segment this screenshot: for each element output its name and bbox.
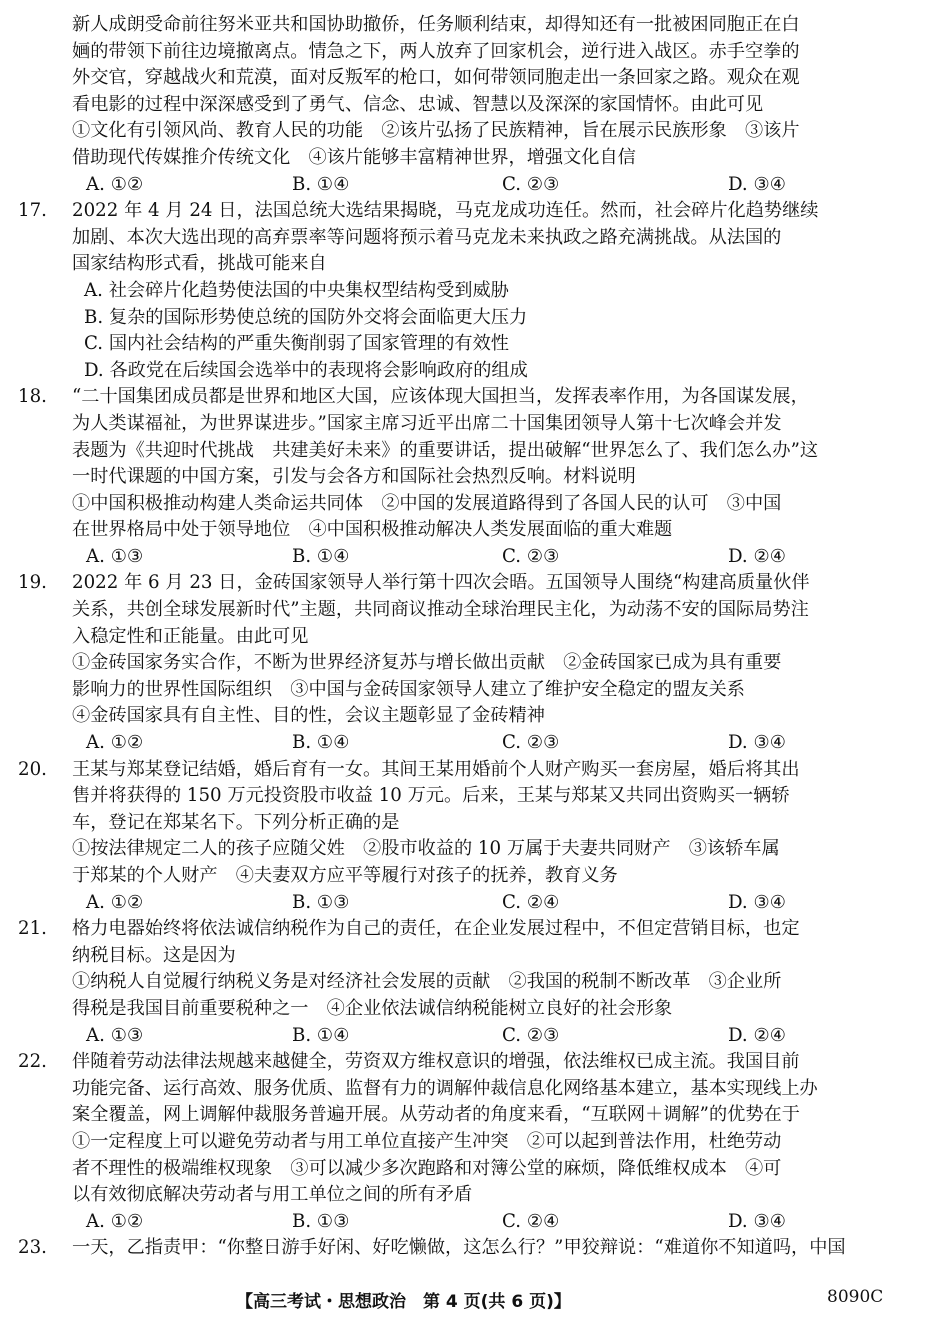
question-text-line: 关系，共创全球发展新时代”主题，共同商议推动全球治理民主化，为动荡不安的国际局势注	[72, 599, 809, 621]
question-text: 2022 年 4 月 24 日，法国总统大选结果揭晓，马克龙成功连任。然而，社会碎片化趋势继续	[72, 200, 819, 222]
answer-options	[72, 730, 894, 757]
question-text-line: 表题为《共迎时代挑战 共建美好未来》的重要讲话，提出破解“世界怎么了、我们怎么办”这	[72, 439, 819, 461]
question-number: 22.	[18, 1051, 47, 1073]
question-19	[18, 570, 894, 756]
statement-line: 借助现代传媒推介传统文化 ④该片能够丰富精神世界，增强文化自信	[72, 146, 636, 168]
question-number: 18.	[18, 386, 47, 408]
question-text-line: 入稳定性和正能量。由此可见	[72, 625, 309, 647]
question-number: 19.	[18, 572, 47, 594]
question-text-line: 纳税目标。这是因为	[72, 944, 236, 966]
option-a: A. ①②	[86, 732, 144, 754]
option-c: C. ②④	[502, 891, 560, 913]
statement-line: ④金砖国家具有自主性、目的性，会议主题彰显了金砖精神	[72, 705, 545, 727]
option-d: D. ③④	[728, 1210, 787, 1232]
footer-code: 8090C	[827, 1287, 884, 1307]
option-a: A. ①②	[86, 1210, 144, 1232]
question-text-line: 一时代课题的中国方案，引发与会各方和国际社会热烈反响。材料说明	[72, 466, 636, 488]
question-20	[18, 757, 894, 917]
question-text: 2022 年 6 月 23 日，金砖国家领导人举行第十四次会晤。五国领导人围绕“构建高质量伙伴	[72, 572, 810, 594]
question-number: 23.	[18, 1237, 47, 1259]
option-d: D. ③④	[728, 173, 787, 195]
question-22	[18, 1049, 894, 1235]
option-a: A. ①②	[86, 891, 144, 913]
question-text-line	[18, 198, 894, 225]
question-number: 21.	[18, 918, 47, 940]
question-text-line	[18, 1235, 894, 1262]
option-a: A. ①③	[86, 1024, 144, 1046]
option-b: B. ①④	[292, 545, 350, 567]
question-number: 20.	[18, 758, 47, 780]
option-c: C. ②④	[502, 1210, 560, 1232]
question-21	[18, 916, 894, 1049]
statement-line: 影响力的世界性国际组织 ③中国与金砖国家领导人建立了维护安全稳定的盟友关系	[72, 678, 745, 700]
option-d: D. ③④	[728, 732, 787, 754]
option-d: D. ②④	[728, 545, 787, 567]
option-b: B. ①④	[292, 173, 350, 195]
statement-line: 于郑某的个人财产 ④夫妻双方应平等履行对孩子的抚养，教育义务	[72, 865, 618, 886]
question-text-line	[18, 384, 894, 411]
question-text-line: 功能完备、运行高效、服务优质、监督有力的调解仲裁信息化网络基本建立，基本实现线上办	[72, 1077, 818, 1099]
question-text-line	[18, 1049, 894, 1076]
question-text: 王某与郑某登记结婚，婚后育有一女。其间王某用婚前个人财产购买一套房屋，婚后将其出	[72, 758, 800, 780]
choice-a: A. 社会碎片化趋势使法国的中央集权型结构受到威胁	[84, 279, 509, 301]
option-c: C. ②③	[502, 545, 560, 567]
statement-line: ①纳税人自觉履行纳税义务是对经济社会发展的贡献 ②我国的税制不断改革 ③企业所	[72, 971, 782, 993]
statement-line: ①一定程度上可以避免劳动者与用工单位直接产生冲突 ②可以起到普法作用，杜绝劳动	[72, 1130, 782, 1152]
question-text-line	[18, 757, 894, 784]
option-b: B. ①④	[292, 1024, 350, 1046]
question-text-line: 看电影的过程中深深感受到了勇气、信念、忠诚、智慧以及深深的家国情怀。由此可见	[72, 93, 764, 115]
question-18	[18, 384, 894, 570]
question-text: 一天，乙指责甲：“你整日游手好闲、好吃懒做，这怎么行？”甲狡辩说：“难道你不知道吗，中国	[72, 1237, 846, 1259]
statement-line: 以有效彻底解决劳动者与用工单位之间的所有矛盾	[72, 1184, 473, 1206]
answer-options	[72, 890, 894, 917]
option-a: A. ①③	[86, 545, 144, 567]
question-text-line: 婳的带领下前往边境撤离点。情急之下，两人放弃了回家机会，逆行进入战区。赤手空拳的	[72, 40, 800, 62]
question-text-line: 为人类谋福祉，为世界谋进步。”国家主席习近平出席二十国集团领导人第十七次峰会并发	[72, 412, 782, 434]
option-b: B. ①④	[292, 732, 350, 754]
question-text-line: 售并将获得的 150 万元投资股市收益 10 万元。后来，王某与郑某又共同出资购买一辆轿	[72, 785, 790, 807]
option-a: A. ①②	[86, 173, 144, 195]
option-c: C. ②③	[502, 732, 560, 754]
page-footer	[0, 1287, 929, 1313]
question-16	[72, 12, 894, 198]
question-text-line: 新人成朗受命前往努米亚共和国协助撤侨，任务顺利结束，却得知还有一批被困同胞正在白	[72, 14, 800, 35]
option-b: B. ①③	[292, 1210, 350, 1232]
statement-line: 者不理性的极端维权现象 ③可以减少多次跑路和对簿公堂的麻烦，降低维权成本 ④可	[72, 1157, 782, 1179]
question-text-line: 外交官，穿越战火和荒漠，面对反叛军的枪口，如何带领同胞走出一条回家之路。观众在观	[72, 67, 800, 89]
answer-options	[72, 172, 894, 199]
answer-options	[72, 1209, 894, 1236]
option-c: C. ②③	[502, 173, 560, 195]
statement-line: 得税是我国目前重要税种之一 ④企业依法诚信纳税能树立良好的社会形象	[72, 997, 673, 1019]
option-d: D. ③④	[728, 891, 787, 913]
question-text: 伴随着劳动法律法规越来越健全，劳资双方维权意识的增强，依法维权已成主流。我国目前	[72, 1051, 800, 1073]
option-c: C. ②③	[502, 1024, 560, 1046]
question-text: 格力电器始终将依法诚信纳税作为自己的责任，在企业发展过程中，不但定营销目标，也定	[72, 918, 800, 940]
statement-line: ①文化有引领风尚、教育人民的功能 ②该片弘扬了民族精神，旨在展示民族形象 ③该片	[72, 120, 800, 142]
question-text-line: 国家结构形式看，挑战可能来自	[72, 253, 327, 275]
option-d: D. ②④	[728, 1024, 787, 1046]
choice-c: C. 国内社会结构的严重失衡削弱了国家管理的有效性	[84, 333, 509, 355]
option-b: B. ①③	[292, 891, 350, 913]
answer-options	[72, 1023, 894, 1050]
question-23	[18, 1235, 894, 1262]
question-text-line: 车，登记在郑某名下。下列分析正确的是	[72, 811, 400, 833]
choice-b: B. 复杂的国际形势使总统的国防外交将会面临更大压力	[84, 306, 528, 328]
question-17	[18, 198, 894, 384]
question-text-line: 加剧、本次大选出现的高弃票率等问题将预示着马克龙未来执政之路充满挑战。从法国的	[72, 226, 782, 248]
statement-line: ①按法律规定二人的孩子应随父姓 ②股市收益的 10 万属于夫妻共同财产 ③该轿车属	[72, 838, 780, 860]
statement-line: 在世界格局中处于领导地位 ④中国积极推动解决人类发展面临的重大难题	[72, 519, 673, 541]
question-text-line	[18, 916, 894, 943]
statement-line: ①金砖国家务实合作，不断为世界经济复苏与增长做出贡献 ②金砖国家已成为具有重要	[72, 652, 782, 674]
choice-d: D. 各政党在后续国会选举中的表现将会影响政府的组成	[84, 359, 528, 381]
question-text-line	[18, 570, 894, 597]
question-number: 17.	[18, 200, 47, 222]
exam-page	[18, 12, 894, 1262]
footer-title: 【高三考试・思想政治 第 4 页(共 6 页)】	[236, 1292, 571, 1312]
question-text-line: 案全覆盖，网上调解仲裁服务普遍开展。从劳动者的角度来看，“互联网＋调解”的优势在于	[72, 1104, 800, 1126]
question-text: “二十国集团成员都是世界和地区大国，应该体现大国担当，发挥表率作用，为各国谋发展，	[72, 386, 809, 408]
answer-options	[72, 544, 894, 571]
statement-line: ①中国积极推动构建人类命运共同体 ②中国的发展道路得到了各国人民的认可 ③中国	[72, 492, 782, 514]
